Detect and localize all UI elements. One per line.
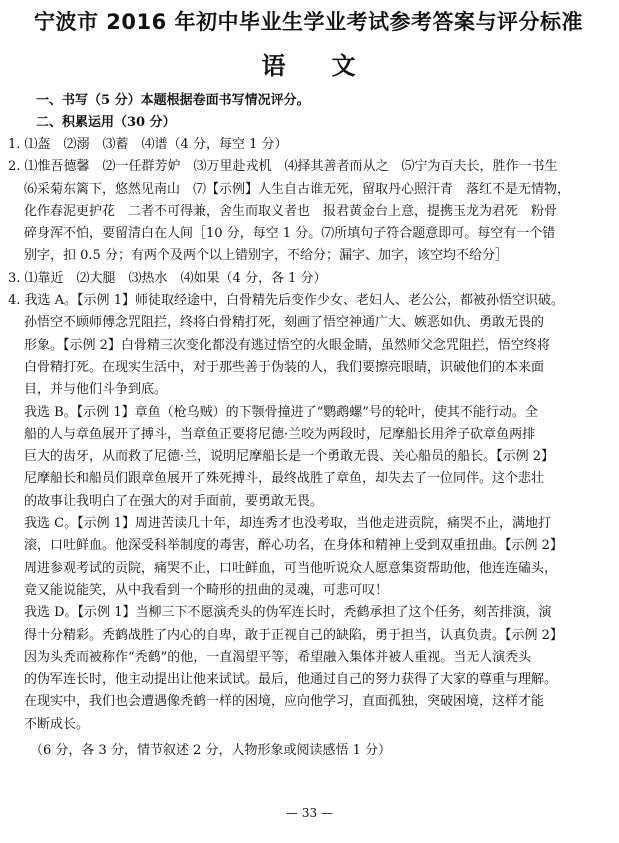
answer-line: 3. ⑴靠近 ⑵大腿 ⑶热水 ⑷如果（4 分，各 1 分）: [8, 270, 327, 286]
answer-line: 的故事让我明白了在强大的对手面前，要勇敢无畏。: [24, 493, 324, 509]
answer-body: [8, 134, 609, 736]
answer-line: 我选 D。【示例 1】当柳三下不愿演秃头的伪军连长时，秃鹤承担了这个任务，刻苦排演，演: [24, 605, 552, 621]
subject-title: 语文: [261, 51, 402, 80]
answer-line: 周进参观考试的贡院，痛哭不止，口吐鲜血，可当他听说众人愿意集资帮助他，他连连磕头，: [24, 560, 558, 576]
answer-line: 别字，扣 0.5 分；有两个及两个以上错别字，不给分；漏字、加字，该空均不给分］: [24, 248, 508, 264]
answer-line: 得十分精彩。秃鹤战胜了内心的自卑，敢于正视自己的缺陷，勇于担当，认真负责。【示例 2】: [24, 627, 563, 643]
answer-line: 4. 我选 A。【示例 1】师徒取经途中，白骨精先后变作少女、老妇人、老公公，都被孙悟空识破。: [8, 293, 564, 309]
answer-line: 形象。【示例 2】白骨精三次变化都没有逃过悟空的火眼金睛，虽然师父念咒阻拦，悟空终将: [24, 337, 550, 353]
answer-line: 竟又能说能笑，从中我看到一个畸形的扭曲的灵魂，可悲可叹！: [24, 582, 389, 598]
answer-line: 滚，口吐鲜血。他深受科举制度的毒害，醉心功名，在身体和精神上受到双重扭曲。【示例 2】: [24, 538, 563, 554]
answer-line: 目，并与他们斗争到底。: [24, 382, 168, 398]
answer-line: 的伪军连长时，他主动提出让他来试试。最后，他通过自己的努力获得了大家的尊重与理解。: [24, 672, 558, 688]
answer-line: 白骨精打死。在现实生活中，对于那些善于伪装的人，我们要擦亮眼睛，识破他们的本来面: [24, 359, 545, 375]
answer-line: 孙悟空不顾师傅念咒阻拦，终将白骨精打死，刻画了悟空神通广大、嫉恶如仇、勇敢无畏的: [24, 315, 545, 331]
answer-line: ⑹采菊东篱下，悠然见南山 ⑺【示例】人生自古谁无死，留取丹心照汗青 落红不是无情物，: [24, 181, 571, 197]
answer-line: 碎身浑不怕，要留清白在人间［10 分，每空 1 分。⑺所填句子符合题意即可。每空有一个错: [24, 226, 556, 242]
answer-line: 尼摩船长和船员们跟章鱼展开了殊死搏斗，最终战胜了章鱼，却失去了一位同伴。这个悲壮: [24, 471, 545, 487]
answer-line: 我选 C。【示例 1】周进苦读几十年，却连秀才也没考取，当他走进贡院，痛哭不止，满地打: [24, 516, 551, 532]
answer-line: 在现实中，我们也会遭遇像秃鹤一样的困境，应向他学习，直面孤独，突破困境，这样才能: [24, 694, 545, 710]
answer-line: 巨大的齿牙，从而救了尼德·兰，说明尼摩船长是一个勇敢无畏、关心船员的船长。【示例 2】: [24, 449, 555, 465]
section-accumulation: 二、积累运用（30 分）: [36, 115, 176, 130]
page-number: — 33 —: [286, 806, 333, 820]
scoring-note: （6 分，各 3 分，情节叙述 2 分，人物形象或阅读感悟 1 分）: [30, 743, 392, 759]
answer-line: 1. ⑴盔 ⑵溺 ⑶蓄 ⑷谱（4 分，每空 1 分）: [8, 137, 288, 152]
answer-line: 化作春泥更护花 二者不可得兼，舍生而取义者也 报君黄金台上意，提携玉龙为君死 粉骨: [24, 203, 558, 219]
answer-line: 2. ⑴惟吾德馨 ⑵一任群芳妒 ⑶万里赴戎机 ⑷择其善者而从之 ⑸宁为百夫长，胜作一书生: [8, 159, 558, 175]
answer-line: 我选 B。【示例 1】章鱼（枪乌贼）的下颚骨撞进了“鹦鹉螺”号的轮叶，使其不能行动。全: [24, 404, 538, 420]
answer-line: 因为头秃而被称作“秃鹤”的他，一直渴望平等，希望融入集体并被人重视。当无人演秃头: [24, 649, 532, 665]
section-writing: 一、书写（5 分）本题根据卷面书写情况评分。: [36, 93, 310, 108]
answer-line: 不断成长。: [24, 716, 90, 732]
answer-line: 船的人与章鱼展开了搏斗，当章鱼正要将尼德·兰咬为两段时，尼摩船长用斧子砍章鱼两排: [24, 426, 536, 442]
document-title: 宁波市 2016 年初中毕业生学业考试参考答案与评分标准: [33, 10, 584, 34]
